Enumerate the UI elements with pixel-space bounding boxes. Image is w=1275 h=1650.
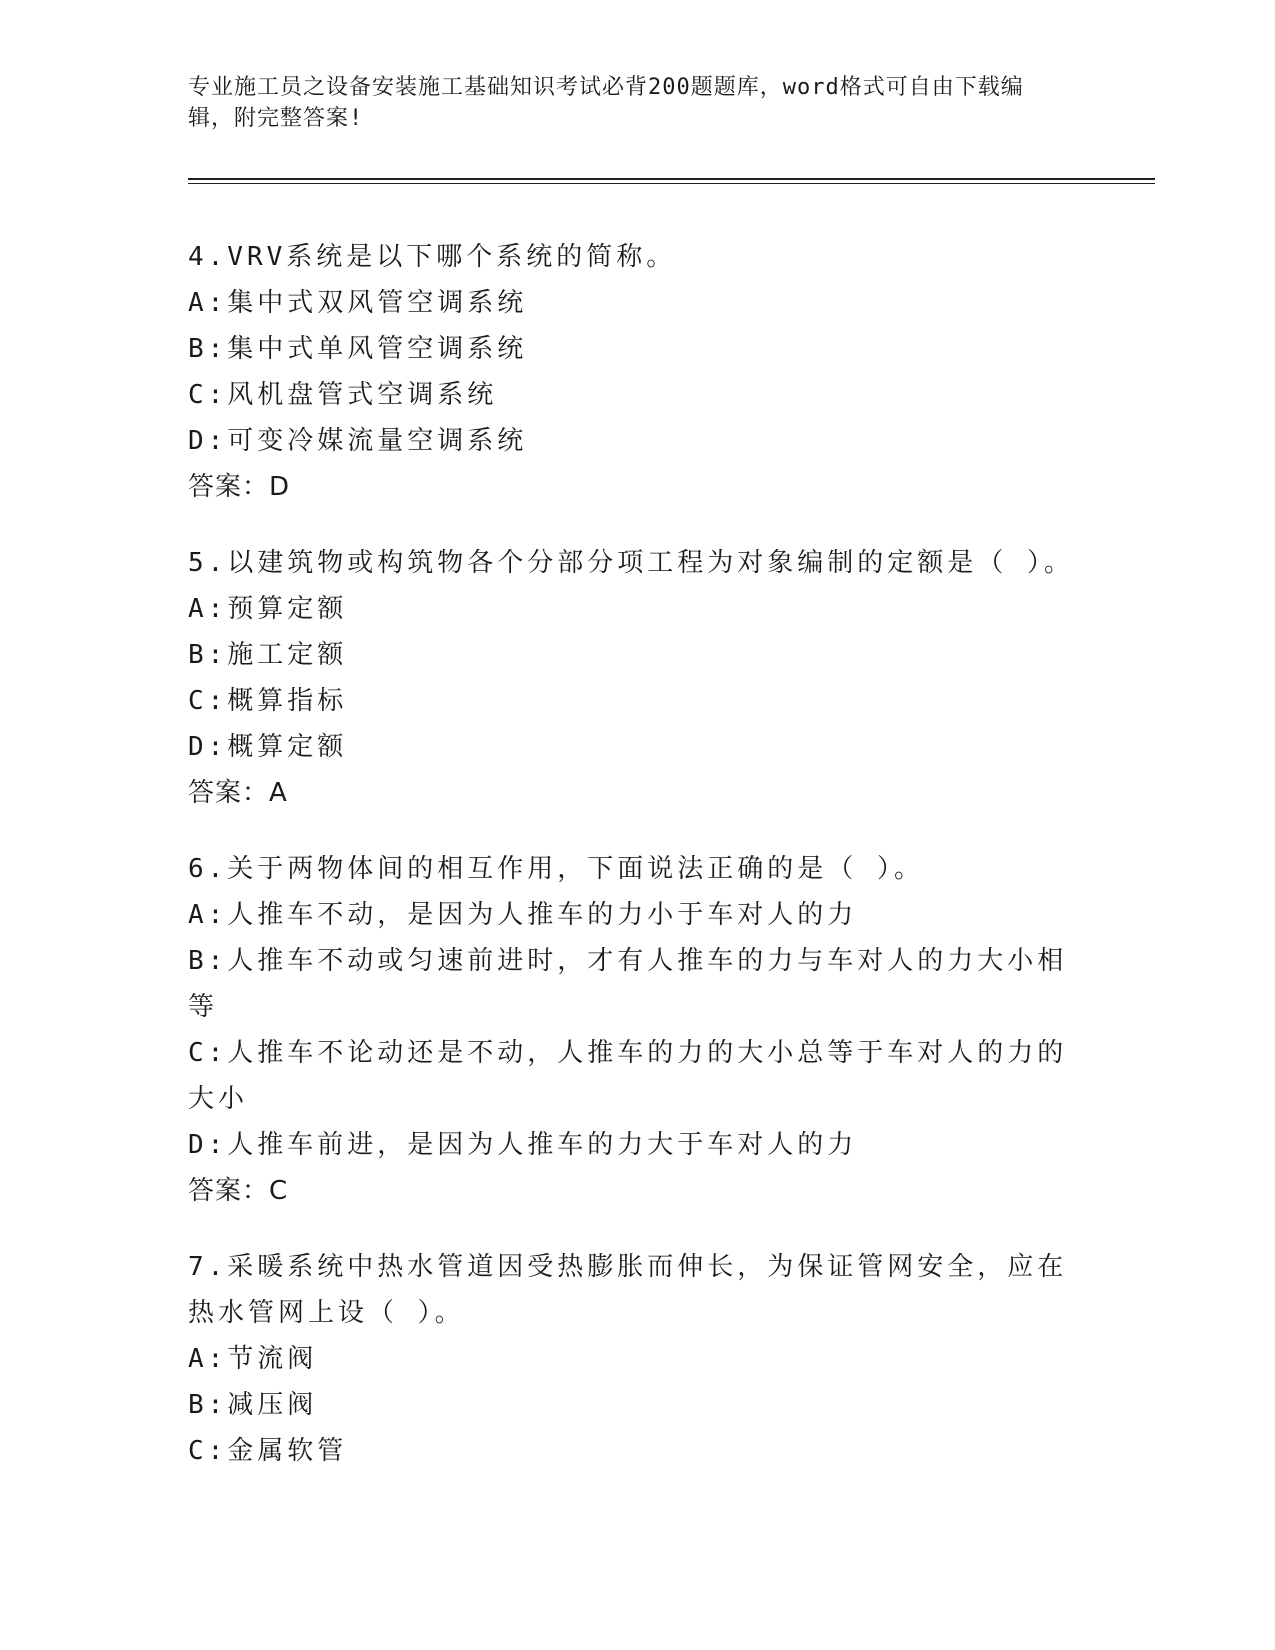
option-c: C:金属软管 <box>188 1436 348 1466</box>
question-stem: 6.关于两物体间的相互作用，下面说法正确的是（ ）。 <box>188 854 924 884</box>
answer-label: 答案：C <box>188 1176 289 1206</box>
option-a: A:节流阀 <box>188 1344 318 1374</box>
question-7 <box>188 1244 1078 1474</box>
option-c: C:风机盘管式空调系统 <box>188 380 498 410</box>
question-stem: 7.采暖系统中热水管道因受热膨胀而伸长，为保证管网安全，应在热水管网上设（ ）。 <box>188 1252 1068 1328</box>
question-stem: 4.VRV系统是以下哪个系统的简称。 <box>188 242 677 272</box>
option-c: C:概算指标 <box>188 686 348 716</box>
question-list <box>188 234 1078 1504</box>
answer-label: 答案：D <box>188 472 291 502</box>
question-6 <box>188 846 1078 1214</box>
option-a: A:预算定额 <box>188 594 348 624</box>
question-4 <box>188 234 1078 510</box>
option-b: B:减压阀 <box>188 1390 318 1420</box>
option-a: A:人推车不动，是因为人推车的力小于车对人的力 <box>188 900 858 930</box>
option-b: B:人推车不动或匀速前进时，才有人推车的力与车对人的力大小相等 <box>188 946 1068 1022</box>
option-b: B:集中式单风管空调系统 <box>188 334 528 364</box>
option-d: D:人推车前进，是因为人推车的力大于车对人的力 <box>188 1130 858 1160</box>
question-stem: 5.以建筑物或构筑物各个分部分项工程为对象编制的定额是（ ）。 <box>188 548 1074 578</box>
option-d: D:可变冷媒流量空调系统 <box>188 426 528 456</box>
question-5 <box>188 540 1078 816</box>
option-a: A:集中式双风管空调系统 <box>188 288 528 318</box>
option-d: D:概算定额 <box>188 732 348 762</box>
document-title: 专业施工员之设备安装施工基础知识考试必背200题题库，word格式可自由下载编辑，附完整答案! <box>188 75 1024 131</box>
option-b: B:施工定额 <box>188 640 348 670</box>
answer-label: 答案：A <box>188 778 288 808</box>
header-divider <box>188 178 1155 184</box>
option-c: C:人推车不论动还是不动，人推车的力的大小总等于车对人的力的大小 <box>188 1038 1068 1114</box>
